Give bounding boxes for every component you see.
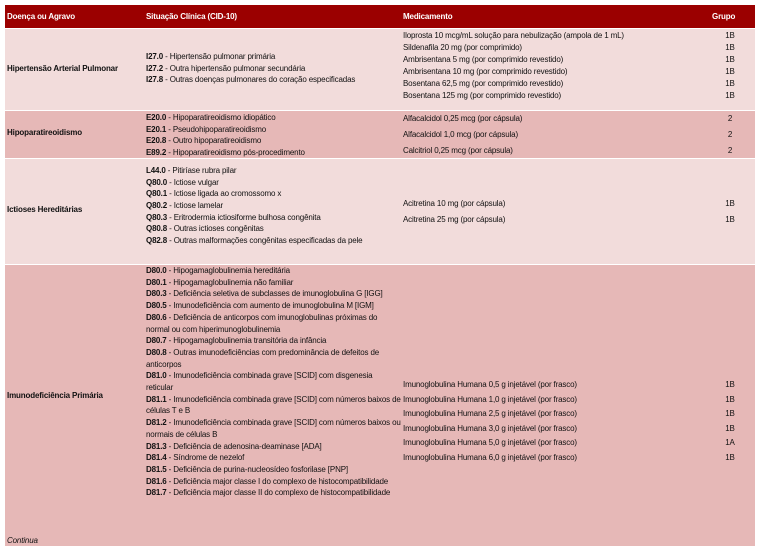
cid-code: E20.0 bbox=[146, 113, 167, 122]
cid-code: D80.5 bbox=[146, 301, 167, 311]
cid-description: Imunodeficiência combinada grave [SCID] com disgenesia reticular bbox=[146, 371, 373, 393]
continua-label: Continua bbox=[7, 536, 38, 545]
cid-code: Q80.1 bbox=[146, 189, 168, 199]
cid-list bbox=[146, 51, 401, 86]
medication-name: Ambrisentana 10 mg (por comprimido revestido) bbox=[403, 67, 568, 76]
cid-code: I27.2 bbox=[146, 63, 164, 73]
medication-name: Alfacalcidol 0,25 mcg (por cápsula) bbox=[403, 114, 523, 123]
medication-name: Imunoglobulina Humana 3,0 g injetável (por frasco) bbox=[403, 423, 577, 433]
table-header bbox=[5, 5, 755, 28]
disease-name: Hipertensão Arterial Pulmonar bbox=[7, 64, 118, 73]
medication-group: 1B bbox=[725, 43, 735, 52]
medication-group: 1A bbox=[725, 438, 735, 447]
cid-description: Pitiríase rubra pilar bbox=[172, 166, 237, 175]
cid-item: D81.2 - Imunodeficiência combinada grave [SCID] com números baixos ou normais de células B bbox=[146, 418, 401, 439]
cid-code: D81.0 bbox=[146, 371, 167, 381]
medication-group: 1B bbox=[725, 452, 735, 462]
cid-description: Outra hipertensão pulmonar secundária bbox=[169, 63, 306, 73]
medication-name: Calcitriol 0,25 mcg (por cápsula) bbox=[403, 146, 513, 155]
cid-description: Hipogamaglobulinemia transitória da infância bbox=[173, 336, 327, 346]
medication-name: Bosentana 125 mg (por comprimido revestido) bbox=[403, 91, 562, 100]
medication-name: Imunoglobulina Humana 2,5 g injetável (por frasco) bbox=[403, 409, 577, 418]
cid-code: Q80.3 bbox=[146, 212, 168, 222]
cid-description: Hipoparatireoidismo pós-procedimento bbox=[172, 148, 305, 158]
table-row bbox=[5, 111, 755, 158]
cid-list bbox=[146, 112, 401, 158]
header-medication: Medicamento bbox=[403, 12, 453, 21]
medication-name: Ambrisentana 5 mg (por comprimido revestido) bbox=[403, 55, 564, 64]
cid-description: Outras ictioses congênitas bbox=[173, 224, 264, 234]
cid-description: Hipoparatireoidismo idiopático bbox=[172, 113, 276, 122]
cid-item: D80.8 - Outras imunodeficiências com predominância de defeitos de anticorpos bbox=[146, 347, 380, 369]
medication-group: 1B bbox=[725, 380, 735, 389]
medication-name: Sildenafila 20 mg (por comprimido) bbox=[403, 43, 522, 52]
cid-item: Q80.0 - Ictiose vulgar bbox=[146, 177, 219, 187]
cid-description: Outras imunodeficiências com predominância de defeitos de anticorpos bbox=[146, 347, 380, 369]
cid-code: E89.2 bbox=[146, 148, 167, 158]
cid-item: E89.2 - Hipoparatireoidismo pós-procedimento bbox=[146, 148, 305, 158]
cid-item: Q80.8 - Outras ictioses congênitas bbox=[146, 224, 264, 234]
cid-code: D81.6 bbox=[146, 476, 167, 486]
cid-item: D80.0 - Hipogamaglobulinemia hereditária bbox=[146, 266, 290, 275]
header-group: Grupo bbox=[712, 12, 736, 21]
cid-item: D80.7 - Hipogamaglobulinemia transitória da infância bbox=[146, 336, 327, 346]
disease-name: Imunodeficiência Primária bbox=[7, 391, 103, 400]
cid-code: D80.7 bbox=[146, 336, 167, 346]
cid-description: Outro hipoparatireoidismo bbox=[172, 136, 262, 146]
cid-code: D80.0 bbox=[146, 266, 167, 275]
cid-description: Eritrodermia ictiosiforme bulhosa congênita bbox=[173, 212, 321, 222]
cid-code: D80.8 bbox=[146, 347, 167, 357]
cid-code: D81.5 bbox=[146, 464, 167, 474]
cid-description: Imunodeficiência combinada grave [SCID] com números baixos de células T e B bbox=[146, 394, 401, 416]
medication-group: 1B bbox=[725, 55, 735, 64]
cid-code: Q82.8 bbox=[146, 236, 168, 246]
cid-code: D81.2 bbox=[146, 418, 167, 428]
medication-name: Imunoglobulina Humana 1,0 g injetável (por frasco) bbox=[403, 394, 577, 404]
cid-item: Q80.3 - Eritrodermia ictiosiforme bulhosa congênita bbox=[146, 212, 321, 222]
cid-code: L44.0 bbox=[146, 166, 166, 175]
disease-name: Hipoparatireoidismo bbox=[7, 128, 82, 137]
cid-code: D81.3 bbox=[146, 441, 167, 451]
cid-description: Hipertensão pulmonar primária bbox=[169, 52, 276, 61]
cid-item: E20.0 - Hipoparatireoidismo idiopático bbox=[146, 113, 276, 122]
cid-description: Deficiência de anticorpos com imunoglobulinas próximas do normal ou com hiperimunoglobulinemia bbox=[146, 312, 378, 334]
cid-description: Pseudohipoparatireoidismo bbox=[172, 124, 267, 134]
cid-description: Imunodeficiência combinada grave [SCID] com números baixos ou normais de células B bbox=[146, 418, 401, 439]
medication-name: Imunoglobulina Humana 6,0 g injetável (por frasco) bbox=[403, 452, 577, 462]
medication-group: 2 bbox=[727, 130, 733, 139]
medication-group: 1B bbox=[725, 91, 735, 100]
cid-item: Q80.2 - Ictiose lamelar bbox=[146, 201, 224, 211]
cid-code: Q80.2 bbox=[146, 201, 168, 211]
medication-group: 1B bbox=[725, 409, 735, 418]
medication-group: 2 bbox=[727, 146, 733, 155]
cid-code: D80.3 bbox=[146, 289, 167, 299]
cid-item: D81.5 - Deficiência de purina-nucleosídeo fosforilase [PNP] bbox=[146, 464, 348, 474]
medication-name: Imunoglobulina Humana 0,5 g injetável (por frasco) bbox=[403, 380, 577, 389]
cid-description: Síndrome de nezelof bbox=[173, 453, 245, 463]
medication-name: Imunoglobulina Humana 5,0 g injetável (por frasco) bbox=[403, 438, 577, 447]
medication-name: Iloprosta 10 mcg/mL solução para nebulização (ampola de 1 mL) bbox=[403, 31, 624, 40]
cid-item: L44.0 - Pitiríase rubra pilar bbox=[146, 166, 237, 175]
header-disease: Doença ou Agravo bbox=[7, 12, 75, 21]
table-row bbox=[5, 159, 755, 264]
cid-item: Q82.8 - Outras malformações congênitas especificadas da pele bbox=[146, 236, 363, 246]
cid-description: Hipogamaglobulinemia não familiar bbox=[173, 277, 294, 287]
cid-code: D81.7 bbox=[146, 488, 167, 498]
cid-item: D81.1 - Imunodeficiência combinada grave [SCID] com números baixos de células T e B bbox=[146, 394, 401, 416]
medication-group: 2 bbox=[727, 114, 733, 123]
cid-description: Ictiose ligada ao cromossomo x bbox=[173, 189, 282, 199]
cid-item: D81.0 - Imunodeficiência combinada grave [SCID] com disgenesia reticular bbox=[146, 371, 373, 393]
cid-item: D80.5 - Imunodeficiência com aumento de imunoglobulina M [IGM] bbox=[146, 301, 374, 311]
cid-code: D81.1 bbox=[146, 394, 167, 404]
cid-code: D80.1 bbox=[146, 277, 167, 287]
medication-group: 1B bbox=[725, 394, 735, 404]
cid-code: E20.8 bbox=[146, 136, 167, 146]
cid-description: Ictiose vulgar bbox=[173, 177, 219, 187]
table-row bbox=[5, 29, 755, 110]
cid-description: Hipogamaglobulinemia hereditária bbox=[173, 266, 290, 275]
cid-code: E20.1 bbox=[146, 124, 167, 134]
medication-name: Alfacalcidol 1,0 mcg (por cápsula) bbox=[403, 130, 518, 139]
medication-name: Acitretina 25 mg (por cápsula) bbox=[403, 215, 506, 224]
cid-item: E20.8 - Outro hipoparatireoidismo bbox=[146, 136, 262, 146]
medication-group: 1B bbox=[725, 31, 735, 40]
cid-item: D81.7 - Deficiência major classe II do complexo de histocompatibilidade bbox=[146, 488, 391, 498]
header-cid: Situação Clínica (CID-10) bbox=[146, 12, 237, 21]
medication-group: 1B bbox=[725, 67, 735, 76]
cid-code: D81.4 bbox=[146, 453, 167, 463]
cid-description: Ictiose lamelar bbox=[173, 201, 224, 211]
cid-item: Q80.1 - Ictiose ligada ao cromossomo x bbox=[146, 189, 282, 199]
cid-item: D80.1 - Hipogamaglobulinemia não familiar bbox=[146, 277, 294, 287]
disease-name: Ictioses Hereditárias bbox=[7, 205, 83, 214]
cid-item: I27.0 - Hipertensão pulmonar primária bbox=[146, 52, 276, 61]
medication-group: 1B bbox=[725, 423, 735, 433]
cid-description: Outras malformações congênitas especificadas da pele bbox=[173, 236, 363, 246]
cid-item: D80.3 - Deficiência seletiva de subclasses de imunoglobulina G [IGG] bbox=[146, 289, 383, 299]
cid-description: Deficiência de purina-nucleosídeo fosforilase [PNP] bbox=[173, 464, 348, 474]
cid-item: D81.3 - Deficiência de adenosina-deaminase [ADA] bbox=[146, 441, 322, 451]
cid-code: D80.6 bbox=[146, 312, 167, 322]
cid-code: I27.0 bbox=[146, 52, 164, 61]
cid-code: Q80.0 bbox=[146, 177, 168, 187]
cid-list bbox=[146, 165, 401, 247]
cid-item: I27.8 - Outras doenças pulmonares do coração especificadas bbox=[146, 75, 356, 85]
medication-name: Acitretina 10 mg (por cápsula) bbox=[403, 199, 506, 208]
table-row bbox=[5, 265, 755, 546]
cid-code: Q80.8 bbox=[146, 224, 168, 234]
cid-description: Deficiência major classe I do complexo de histocompatibilidade bbox=[173, 476, 389, 486]
cid-item: I27.2 - Outra hipertensão pulmonar secundária bbox=[146, 63, 306, 73]
cid-description: Deficiência major classe II do complexo de histocompatibilidade bbox=[173, 488, 391, 498]
cid-description: Imunodeficiência com aumento de imunoglobulina M [IGM] bbox=[173, 301, 374, 311]
cid-list bbox=[146, 265, 401, 499]
medication-group: 1B bbox=[725, 215, 735, 224]
medication-group: 1B bbox=[725, 79, 735, 88]
cid-description: Deficiência seletiva de subclasses de imunoglobulina G [IGG] bbox=[173, 289, 383, 299]
cid-item: E20.1 - Pseudohipoparatireoidismo bbox=[146, 124, 267, 134]
cid-code: I27.8 bbox=[146, 75, 164, 85]
cid-description: Outras doenças pulmonares do coração especificadas bbox=[169, 75, 356, 85]
cid-item: D80.6 - Deficiência de anticorpos com imunoglobulinas próximas do normal ou com hiperimunoglobulinemia bbox=[146, 312, 378, 334]
medication-group: 1B bbox=[725, 199, 735, 208]
cid-item: D81.6 - Deficiência major classe I do complexo de histocompatibilidade bbox=[146, 476, 389, 486]
cid-item: D81.4 - Síndrome de nezelof bbox=[146, 453, 245, 463]
cid-description: Deficiência de adenosina-deaminase [ADA] bbox=[173, 441, 322, 451]
medication-name: Bosentana 62,5 mg (por comprimido revestido) bbox=[403, 79, 564, 88]
